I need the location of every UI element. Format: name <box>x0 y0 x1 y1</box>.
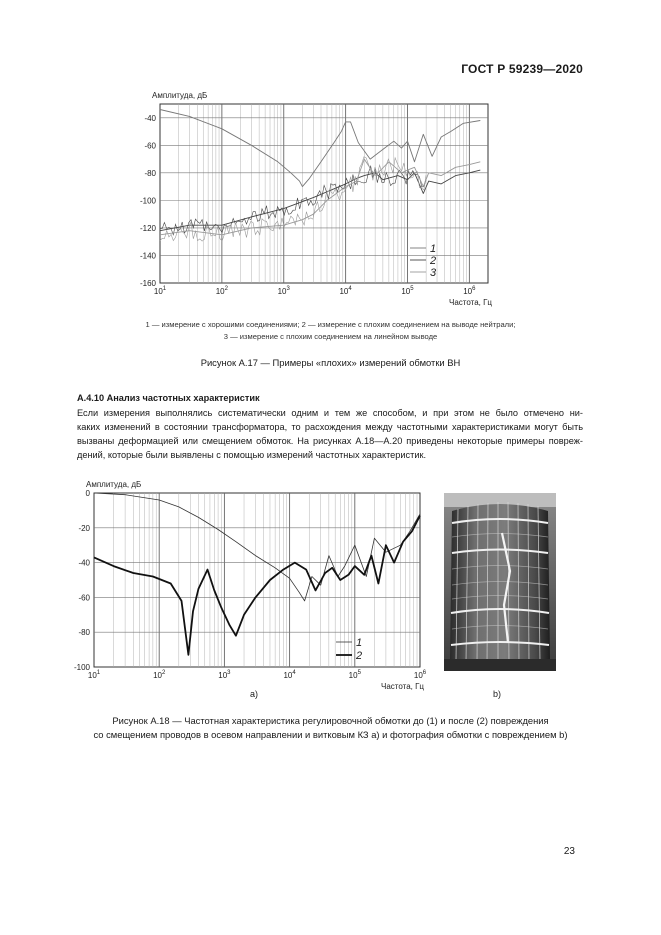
plot-frame <box>94 493 420 667</box>
y-tick-label: -60 <box>144 141 156 151</box>
y-tick-label: -80 <box>144 168 156 178</box>
fig-a18-caption-line-2: со смещением проводов в осевом направлении и витковым КЗ а) и фотография обмотки с повреждением b) <box>93 729 568 740</box>
y-tick-label: -80 <box>78 628 90 638</box>
fig-a17-title: Рисунок А.17 — Примеры «плохих» измерений обмотки ВН <box>200 357 461 368</box>
page-number: 23 <box>563 846 575 857</box>
fig-a17-legend-caption-2: 3 — измерение с плохим соединением на линейном выводе <box>223 332 438 341</box>
x-tick-label: $10^6$ <box>463 286 476 296</box>
y-tick-label: -20 <box>78 523 90 533</box>
y-axis-label: Амплитуда, дБ <box>86 480 142 489</box>
x-axis-label: Частота, Гц <box>380 682 424 691</box>
x-tick-label: $10^4$ <box>339 286 352 296</box>
paragraph-line-4: дений, которые были выявлены с помощью измерений частотных характеристик. <box>77 450 427 460</box>
legend-label-1: 1 <box>430 243 437 255</box>
y-tick-label: -100 <box>139 196 156 206</box>
x-tick-label: $10^2$ <box>215 286 228 296</box>
y-tick-label: -40 <box>78 558 90 568</box>
paragraph-line-2: каких изменений в состоянии трансформатора, то расхождения между частотными характеристиками могут быть <box>77 422 583 432</box>
x-axis-label: Частота, Гц <box>448 298 492 307</box>
x-tick-label: $10^5$ <box>348 670 361 680</box>
legend-label-2: 2 <box>430 255 437 267</box>
x-tick-label: $10^3$ <box>277 286 290 296</box>
y-tick-label: -140 <box>139 251 156 261</box>
y-tick-label: -120 <box>139 223 156 233</box>
y-tick-label: -160 <box>139 279 156 288</box>
panel-b-label: b) <box>493 689 502 699</box>
y-axis-label: Амплитуда, дБ <box>152 91 208 100</box>
x-tick-label: $10^3$ <box>218 670 231 680</box>
damaged-winding-photo <box>444 493 556 671</box>
y-tick-label: 0 <box>85 489 90 498</box>
section-heading: А.4.10 Анализ частотных характеристик <box>77 393 260 403</box>
legend-label-2: 2 <box>356 650 363 662</box>
chart-a18-frequency-response <box>72 474 437 692</box>
x-tick-label: $10^4$ <box>283 670 296 680</box>
fig-a17-legend-caption-1: 1 — измерение с хорошими соединениями; 2 — измерение с плохим соединением на выводе нейтрали; <box>145 320 516 329</box>
x-tick-label: $10^1$ <box>153 286 167 296</box>
legend-label-1: 1 <box>356 637 363 649</box>
y-tick-label: -60 <box>78 593 90 603</box>
x-tick-label: $10^6$ <box>413 670 427 680</box>
section-paragraph <box>77 406 583 462</box>
y-tick-label: -40 <box>144 113 156 123</box>
x-tick-label: $10^1$ <box>87 670 101 680</box>
y-tick-label: -100 <box>73 663 90 672</box>
x-tick-label: $10^2$ <box>153 670 166 680</box>
fig-a18-caption <box>0 714 661 742</box>
panel-a-label: a) <box>250 689 259 699</box>
paragraph-line-3: вызваны деформацией или смещением обмоток. На рисунках А.18—А.20 приведены некоторые примеры повреж- <box>77 436 583 446</box>
paragraph-line-1: Если измерения выполнялись систематически одним и тем же способом, и при этом не было отмечено ни- <box>77 408 583 418</box>
x-tick-label: $10^5$ <box>401 286 414 296</box>
legend-label-3: 3 <box>430 267 437 279</box>
chart-a17-frequency-response <box>130 88 500 310</box>
fig-a18-caption-line-1: Рисунок А.18 — Частотная характеристика регулировочной обмотки до (1) и после (2) повреждения <box>112 715 549 726</box>
document-code: ГОСТ Р 59239—2020 <box>461 62 583 76</box>
